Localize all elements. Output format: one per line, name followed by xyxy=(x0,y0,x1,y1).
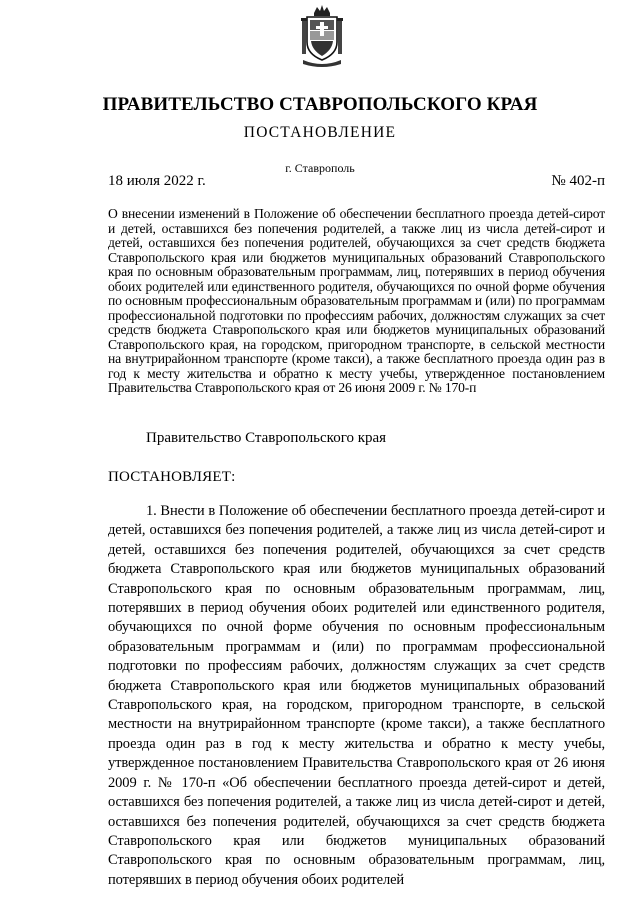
document-type: ПОСТАНОВЛЕНИЕ xyxy=(243,124,397,141)
city: г. Ставрополь xyxy=(285,161,355,175)
paragraph-1: 1. Внести в Положение об обеспечении бесплатного проезда детей-сирот и детей, оставшихся без попечения родителей, а также лиц из числа детей-сирот и детей, оставшихся без попечения родителей, обучающихся за счет средств бюджета Ставропольского края или бюджетов муниципальных образований Ставропольского края по основным образовательным программам, лиц, потерявших в период обучения обоих родителей или единственного родителя, обучающихся по очной форме обучения по основным профессиональным образовательным программам и (или) по программам профессиональной подготовки по профессиям рабочих, должностям служащих за счет средств бюджета Ставропольского края или бюджетов муниципальных образований Ставропольского края, на городском, пригородном транспорте, в сельской местности на внутрирайонном транспорте (кроме такси), а также бесплатного проезда один раз в год к месту жительства и обратно к месту учебы, утвержденное постановлением Правительства Ставропольского края от 26 июня 2009 г. № 170-п «Об обеспечении бесплатного проезда детей-сирот и детей, оставшихся без попечения родителей, а также лиц из числа детей-сирот и детей, оставшихся без попечения родителей, обучающихся за счет средств бюджета Ставропольского края или бюджетов муниципальных образований Ставропольского края по основным образовательным программам, лиц, потерявших в период обучения обоих родителей xyxy=(108,503,605,888)
preamble: Правительство Ставропольского края xyxy=(146,430,387,446)
document-date: 18 июля 2022 г. xyxy=(108,173,206,189)
document-subject: О внесении изменений в Положение об обеспечении бесплатного проезда детей-сирот и детей, оставшихся без попечения родителей, а также лиц из числа детей-сирот и детей, оставшихся без попечения родителей, обучающихся за счет средств бюджета Ставропольского края или бюджетов муниципальных образований Ставропольского края по основным образовательным программам, лиц, потерявших в период обучения обоих родителей или единственного родителя, обучающихся по очной форме обучения по основным профессиональным образовательным программам и (или) по программам профессиональной подготовки по профессиям рабочих, должностям служащих за счет средств бюджета Ставропольского края или бюджетов муниципальных образований Ставропольского края, на городском, пригородном транспорте, в сельской местности на внутрирайонном транспорте (кроме такси), а также бесплатного проезда один раз в год к месту жительства и обратно к месту учебы, утвержденное постановлением Правительства Ставропольского края от 26 июня 2009 г. № 170-п xyxy=(108,206,605,395)
org-title: ПРАВИТЕЛЬСТВО СТАВРОПОЛЬСКОГО КРАЯ xyxy=(102,94,538,115)
stavropol-coat-of-arms-icon xyxy=(299,4,345,68)
resolves-heading: ПОСТАНОВЛЯЕТ: xyxy=(108,469,236,485)
document-number: № 402-п xyxy=(551,173,605,189)
